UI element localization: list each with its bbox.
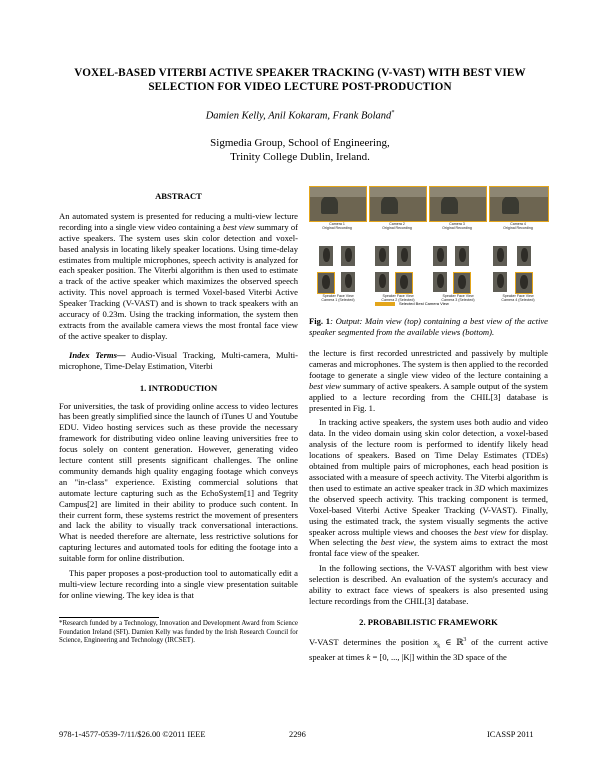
footer-isbn: 978-1-4577-0539-7/11/$26.00 ©2011 IEEE [59, 730, 206, 739]
bottom-caption-1: Speaker Face View Camera 1 (Selected) [321, 294, 355, 303]
face-thumb [493, 272, 507, 292]
top-caption-3: Camera 3 Original Recording [442, 222, 472, 231]
section-2-heading: 2. PROBABILISTIC FRAMEWORK [359, 616, 498, 627]
top-caption-2: Camera 2 Original Recording [382, 222, 412, 231]
bottom-caption-3: Speaker Face View Camera 3 (Selected) [441, 294, 475, 303]
authors [60, 110, 540, 122]
face-thumb [341, 246, 355, 266]
affiliation [60, 137, 540, 164]
right-paragraph-1: the lecture is first recorded unrestricted and passively by multiple cameras and microphones. The system is then applied to the recorded footage to generate a single view video of the lecture containing a best view summary of active speakers. A sample output of the system applied to a lecture recording from the CHIL[3] database is presented in Fig. 1. [309, 348, 548, 413]
left-column [59, 191, 298, 601]
right-paragraph-3: In the following sections, the V-VAST algorithm with best view selection is described. An evaluation of the system's accuracy and ability to extract face views of speakers is also presented using lecture recordings from the CHIL[3] database. [309, 563, 548, 606]
face-thumb [517, 246, 531, 266]
face-thumb-selected [453, 272, 471, 294]
bottom-caption-4: Speaker Face View Camera 4 (Selected) [501, 294, 535, 303]
author-footnote-mark: * [391, 110, 395, 116]
face-thumb [455, 246, 469, 266]
bottom-caption-2: Speaker Face View Camera 2 (Selected) [381, 294, 415, 303]
face-thumb [433, 272, 447, 292]
abstract-text: An automated system is presented for reducing a multi-view lecture recording into a single view video containing a best view summary of active speakers. The system uses skin color detection and voxel-based analysis in locating likely speaker locations. Using time-delay estimates from multiple microphones, speech activity is analyzed for each speaker position. The Viterbi algorithm is then used to estimate a track of the active speaker which maximizes the observed speech activity. This novel approach is termed Voxel-based Viterbi Active Speaker Tracking (V-VAST) and is shown to track speakers with an accuracy of 0.23m. Using the tracking information, the system then extracts from the available camera views the most frontal face view of the active speaker to display. [59, 210, 298, 341]
camera-view-3 [429, 186, 487, 222]
face-thumb [397, 246, 411, 266]
camera-view-2 [369, 186, 427, 222]
legend-label: Selected Best Camera View [399, 301, 449, 306]
face-thumb [493, 246, 507, 266]
intro-paragraph-1: For universities, the task of providing online access to video lectures has been greatly simplified since the launch of iTunes U and Youtube EDU. Video hosting services such as these provide the necessary framework for distributing video online leaving universities free to focus solely on content generation. However, generating video lecture content still presents significant challenges. The online community demands high quality engaging footage which conveys an "in-class" experience. Existing commercial solutions that automate lecture capturing such as the EchoSystem[1] and Tegrity Campus[2] are limited in their ability to produce such content. In their current form, these systems restrict the movement of presenters and lack the ability to visually track conversational interactions. What is needed therefore are alternate, less restrictive solutions for capturing lectures and automated tools for editing the footage into a suitable form for online distribution. [59, 400, 298, 564]
paper-title: VOXEL-BASED VITERBI ACTIVE SPEAKER TRACKING (V-VAST) WITH BEST VIEW SELECTION FOR VIDEO LECTURE POST-PRODUCTION [74, 67, 526, 93]
footnote-rule [59, 617, 159, 618]
legend-swatch [375, 302, 395, 306]
face-thumb [319, 246, 333, 266]
top-caption-1: Camera 1 Original Recording [322, 222, 352, 231]
affiliation-line-1: Sigmedia Group, School of Engineering, [210, 137, 390, 149]
footnote: *Research funded by a Technology, Innovation and Development Award from Science Foundation Ireland (SFI). Damien Kelly was funded by the Irish Research Council for Science, Engineering and Technology (IRCSET). [59, 620, 298, 645]
affiliation-line-2: Trinity College Dublin, Ireland. [230, 150, 370, 163]
abstract-heading: ABSTRACT [155, 191, 202, 201]
face-thumb-selected [317, 272, 335, 294]
camera-view-4 [489, 186, 549, 222]
face-thumb [341, 272, 355, 292]
author-names: Damien Kelly, Anil Kokaram, Frank Boland [205, 110, 392, 122]
figure-caption: Fig. 1: Output: Main view (top) containing a best view of the active speaker segmented from the available views (bottom). [309, 316, 549, 337]
section-2-paragraph: V-VAST determines the position $x_k$ ∈ ℝ$^3$ of the current active speaker at times k = [0, ..., |K|] within the 3D space of the [309, 636, 548, 663]
footer-page-number: 2296 [289, 730, 306, 739]
face-thumb [433, 246, 447, 266]
intro-paragraph-2: This paper proposes a post-production tool to automatically edit a multi-view lecture recording into a single view presentation suitable for online viewing. The key idea is that [59, 568, 298, 600]
face-thumb [375, 246, 389, 266]
footer-venue: ICASSP 2011 [487, 730, 534, 739]
face-thumb-selected [515, 272, 533, 294]
intro-heading: 1. INTRODUCTION [139, 382, 218, 393]
right-column [309, 348, 548, 663]
top-caption-4: Camera 4 Original Recording [503, 222, 533, 231]
camera-view-1 [309, 186, 367, 222]
face-thumb [375, 272, 389, 292]
index-terms: Index Terms— Audio-Visual Tracking, Multi-camera, Multi-microphone, Time-Delay Estimation, Viterbi [59, 349, 298, 371]
figure-1 [309, 186, 548, 314]
face-thumb-selected [395, 272, 413, 294]
right-paragraph-2: In tracking active speakers, the system uses both audio and video data. In the video domain using skin color detection, a voxel-based analysis of the lecture room is performed to identify likely head locations of speakers. Based on Time Delay Estimates (TDEs) obtained from multiple pairs of microphones, each head position is associated with a measure of speech activity. The Viterbi algorithm is then used to estimate an active speaker track in 3D which maximizes the observed speech activity. This tracking component is termed, Voxel-based Viterbi Active Speaker Tracking (V-VAST). Finally, using the estimated track, the system visually segments the active speaker across multiple views and chooses the best view for display. When selecting the best view, the system aims to extract the most frontal face view of the speaker. [309, 417, 549, 559]
